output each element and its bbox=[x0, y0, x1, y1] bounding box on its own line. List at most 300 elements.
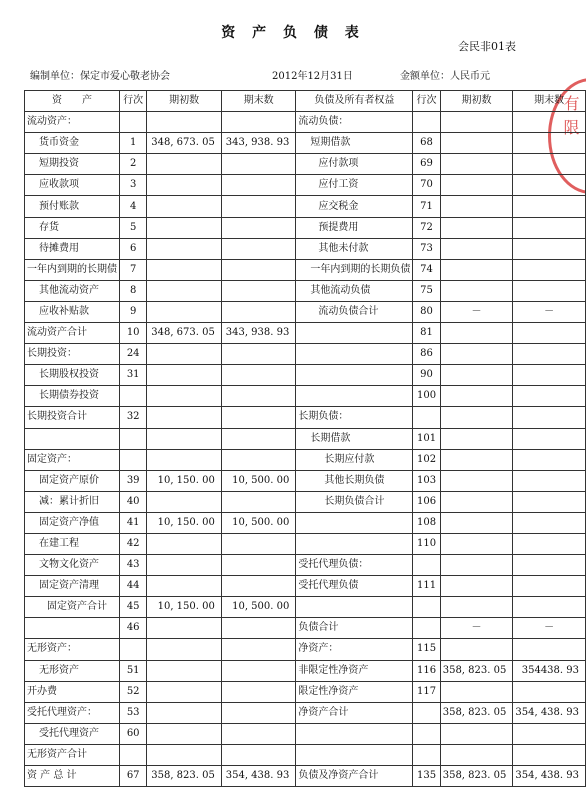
table-cell bbox=[440, 154, 513, 175]
table-cell bbox=[440, 723, 513, 744]
table-cell: 60 bbox=[120, 723, 147, 744]
table-cell bbox=[413, 618, 440, 639]
table-cell: 预付账款 bbox=[25, 196, 120, 217]
table-cell: 无形资产： bbox=[25, 639, 120, 660]
table-cell bbox=[513, 449, 586, 470]
table-cell bbox=[147, 238, 222, 259]
table-cell bbox=[513, 555, 586, 576]
table-cell bbox=[120, 639, 147, 660]
table-cell: 短期借款 bbox=[296, 133, 413, 154]
table-cell bbox=[440, 681, 513, 702]
table-cell: 长期投资： bbox=[25, 344, 120, 365]
table-cell bbox=[440, 280, 513, 301]
table-cell bbox=[440, 323, 513, 344]
table-cell bbox=[440, 217, 513, 238]
table-cell: 42 bbox=[120, 533, 147, 554]
table-row bbox=[25, 154, 586, 175]
table-cell: 减：累计折旧 bbox=[25, 491, 120, 512]
table-cell: 40 bbox=[120, 491, 147, 512]
table-row bbox=[25, 280, 586, 301]
table-cell bbox=[221, 407, 296, 428]
table-row bbox=[25, 133, 586, 154]
table-cell bbox=[513, 470, 586, 491]
table-row bbox=[25, 618, 586, 639]
table-cell bbox=[513, 407, 586, 428]
table-cell bbox=[513, 386, 586, 407]
table-cell bbox=[147, 576, 222, 597]
table-cell bbox=[221, 365, 296, 386]
table-row bbox=[25, 597, 586, 618]
table-cell bbox=[147, 428, 222, 449]
table-cell bbox=[513, 154, 586, 175]
table-cell: 106 bbox=[413, 491, 440, 512]
table-cell: 流动资产： bbox=[25, 112, 120, 133]
table-cell: 44 bbox=[120, 576, 147, 597]
table-cell bbox=[147, 744, 222, 765]
table-cell: 7 bbox=[120, 259, 147, 280]
table-cell: 73 bbox=[413, 238, 440, 259]
table-cell: 135 bbox=[413, 766, 440, 787]
table-cell: 3 bbox=[120, 175, 147, 196]
table-cell bbox=[440, 175, 513, 196]
table-cell bbox=[221, 301, 296, 322]
table-cell: － bbox=[513, 301, 586, 322]
table-cell: 应付工资 bbox=[296, 175, 413, 196]
table-cell bbox=[440, 744, 513, 765]
table-cell bbox=[221, 533, 296, 554]
table-cell bbox=[147, 112, 222, 133]
table-cell: 6 bbox=[120, 238, 147, 259]
table-cell bbox=[440, 512, 513, 533]
table-cell bbox=[440, 238, 513, 259]
table-cell: 103 bbox=[413, 470, 440, 491]
table-cell: 10, 500. 00 bbox=[221, 512, 296, 533]
table-cell bbox=[413, 407, 440, 428]
table-cell bbox=[147, 344, 222, 365]
table-cell bbox=[221, 723, 296, 744]
table-cell: 固定资产： bbox=[25, 449, 120, 470]
table-cell: 应收补贴款 bbox=[25, 301, 120, 322]
table-row bbox=[25, 259, 586, 280]
table-cell bbox=[440, 407, 513, 428]
table-row bbox=[25, 702, 586, 723]
table-cell: 46 bbox=[120, 618, 147, 639]
table-cell: 111 bbox=[413, 576, 440, 597]
table-cell: 货币资金 bbox=[25, 133, 120, 154]
table-cell: 长期投资合计 bbox=[25, 407, 120, 428]
table-cell: 116 bbox=[413, 660, 440, 681]
table-cell bbox=[296, 744, 413, 765]
table-cell: 117 bbox=[413, 681, 440, 702]
table-cell: 净资产合计 bbox=[296, 702, 413, 723]
table-cell bbox=[296, 344, 413, 365]
table-cell: 5 bbox=[120, 217, 147, 238]
table-cell: 358, 823. 05 bbox=[440, 660, 513, 681]
table-cell bbox=[25, 618, 120, 639]
table-cell: 70 bbox=[413, 175, 440, 196]
table-cell: 流动负债合计 bbox=[296, 301, 413, 322]
table-cell: 72 bbox=[413, 217, 440, 238]
table-cell bbox=[221, 744, 296, 765]
table-row bbox=[25, 744, 586, 765]
table-cell bbox=[440, 597, 513, 618]
table-cell: 应收款项 bbox=[25, 175, 120, 196]
table-cell: 86 bbox=[413, 344, 440, 365]
table-cell: 受托代理资产： bbox=[25, 702, 120, 723]
table-cell bbox=[221, 428, 296, 449]
table-row bbox=[25, 681, 586, 702]
table-cell bbox=[221, 344, 296, 365]
table-cell bbox=[120, 386, 147, 407]
table-cell bbox=[120, 428, 147, 449]
table-cell: 75 bbox=[413, 280, 440, 301]
table-cell: 长期负债合计 bbox=[296, 491, 413, 512]
table-row bbox=[25, 301, 586, 322]
table-cell bbox=[513, 344, 586, 365]
table-row bbox=[25, 175, 586, 196]
table-cell: 固定资产清理 bbox=[25, 576, 120, 597]
table-row bbox=[25, 344, 586, 365]
table-cell bbox=[513, 323, 586, 344]
table-cell: 68 bbox=[413, 133, 440, 154]
table-cell bbox=[120, 449, 147, 470]
table-cell: 在建工程 bbox=[25, 533, 120, 554]
table-cell: 24 bbox=[120, 344, 147, 365]
table-cell bbox=[440, 533, 513, 554]
table-cell bbox=[147, 280, 222, 301]
table-cell bbox=[440, 344, 513, 365]
table-cell bbox=[296, 386, 413, 407]
table-cell: 354, 438. 93 bbox=[221, 766, 296, 787]
table-cell bbox=[296, 597, 413, 618]
table-cell bbox=[147, 301, 222, 322]
table-cell bbox=[120, 744, 147, 765]
table-cell: 348, 673. 05 bbox=[147, 133, 222, 154]
table-cell bbox=[413, 702, 440, 723]
table-cell bbox=[413, 744, 440, 765]
table-cell: 71 bbox=[413, 196, 440, 217]
table-cell: － bbox=[513, 618, 586, 639]
table-cell: 受托代理负债 bbox=[296, 576, 413, 597]
table-cell: 102 bbox=[413, 449, 440, 470]
table-cell bbox=[513, 744, 586, 765]
table-cell bbox=[147, 639, 222, 660]
table-row bbox=[25, 323, 586, 344]
table-row bbox=[25, 407, 586, 428]
table-cell: － bbox=[440, 618, 513, 639]
table-cell: 非限定性净资产 bbox=[296, 660, 413, 681]
table-cell: 80 bbox=[413, 301, 440, 322]
table-cell: 343, 938. 93 bbox=[221, 323, 296, 344]
table-cell bbox=[440, 386, 513, 407]
table-cell bbox=[296, 323, 413, 344]
table-cell bbox=[221, 660, 296, 681]
table-row bbox=[25, 428, 586, 449]
table-cell bbox=[221, 154, 296, 175]
table-cell: 流动资产合计 bbox=[25, 323, 120, 344]
table-cell: 115 bbox=[413, 639, 440, 660]
table-cell bbox=[440, 133, 513, 154]
header-cell: 期末数 bbox=[513, 91, 586, 112]
table-cell bbox=[513, 112, 586, 133]
table-row bbox=[25, 723, 586, 744]
table-cell: 354438. 93 bbox=[513, 660, 586, 681]
table-cell: 90 bbox=[413, 365, 440, 386]
table-cell bbox=[440, 470, 513, 491]
table-cell: 101 bbox=[413, 428, 440, 449]
table-row bbox=[25, 238, 586, 259]
header-cell: 行次 bbox=[413, 91, 440, 112]
table-cell: 39 bbox=[120, 470, 147, 491]
form-number: 会民非01表 bbox=[458, 40, 516, 53]
table-cell: 10, 150. 00 bbox=[147, 470, 222, 491]
table-cell: 受托代理资产 bbox=[25, 723, 120, 744]
table-cell: 固定资产合计 bbox=[25, 597, 120, 618]
table-cell: 无形资产合计 bbox=[25, 744, 120, 765]
table-row bbox=[25, 576, 586, 597]
header-row bbox=[25, 91, 586, 112]
org-label: 编制单位：保定市爱心敬老协会 bbox=[30, 71, 170, 82]
table-cell bbox=[440, 449, 513, 470]
table-cell bbox=[147, 386, 222, 407]
table-cell: 短期投资 bbox=[25, 154, 120, 175]
table-cell bbox=[513, 491, 586, 512]
table-cell: 一年内到期的长期债 bbox=[25, 259, 120, 280]
table-cell bbox=[221, 386, 296, 407]
report-date: 2012年12月31日 bbox=[272, 71, 353, 82]
table-cell bbox=[296, 365, 413, 386]
table-cell bbox=[221, 555, 296, 576]
table-cell bbox=[147, 217, 222, 238]
table-cell: 10, 150. 00 bbox=[147, 597, 222, 618]
table-cell bbox=[221, 280, 296, 301]
table-cell bbox=[513, 681, 586, 702]
table-cell: 74 bbox=[413, 259, 440, 280]
table-cell bbox=[513, 639, 586, 660]
table-cell bbox=[221, 618, 296, 639]
table-cell bbox=[147, 533, 222, 554]
table-cell: 限定性净资产 bbox=[296, 681, 413, 702]
table-cell: 348, 673. 05 bbox=[147, 323, 222, 344]
table-cell: 69 bbox=[413, 154, 440, 175]
table-cell: 长期股权投资 bbox=[25, 365, 120, 386]
table-row bbox=[25, 660, 586, 681]
table-cell bbox=[413, 723, 440, 744]
table-cell bbox=[147, 407, 222, 428]
table-cell: 固定资产净值 bbox=[25, 512, 120, 533]
table-cell: 354, 438. 93 bbox=[513, 766, 586, 787]
table-cell bbox=[513, 280, 586, 301]
table-cell: 开办费 bbox=[25, 681, 120, 702]
table-cell bbox=[147, 449, 222, 470]
table-cell bbox=[147, 365, 222, 386]
table-row bbox=[25, 470, 586, 491]
table-cell bbox=[221, 196, 296, 217]
table-cell: 1 bbox=[120, 133, 147, 154]
header-cell: 期初数 bbox=[147, 91, 222, 112]
table-cell bbox=[440, 639, 513, 660]
table-cell bbox=[221, 576, 296, 597]
table-cell: 358, 823. 05 bbox=[440, 702, 513, 723]
table-cell bbox=[513, 723, 586, 744]
table-cell bbox=[221, 112, 296, 133]
table-row bbox=[25, 386, 586, 407]
table-cell bbox=[513, 428, 586, 449]
table-cell: 358, 823. 05 bbox=[147, 766, 222, 787]
table-cell bbox=[147, 702, 222, 723]
table-cell bbox=[513, 217, 586, 238]
table-cell: 51 bbox=[120, 660, 147, 681]
table-cell bbox=[513, 533, 586, 554]
table-cell: 长期债券投资 bbox=[25, 386, 120, 407]
header-cell: 行次 bbox=[120, 91, 147, 112]
table-row bbox=[25, 533, 586, 554]
table-cell bbox=[221, 639, 296, 660]
table-cell bbox=[147, 618, 222, 639]
table-cell bbox=[440, 428, 513, 449]
table-cell: 2 bbox=[120, 154, 147, 175]
table-cell bbox=[440, 112, 513, 133]
table-cell bbox=[221, 449, 296, 470]
table-cell bbox=[147, 259, 222, 280]
table-cell bbox=[147, 175, 222, 196]
table-cell bbox=[296, 723, 413, 744]
table-cell bbox=[147, 660, 222, 681]
table-row bbox=[25, 217, 586, 238]
table-cell: 应交税金 bbox=[296, 196, 413, 217]
table-cell: 其他未付款 bbox=[296, 238, 413, 259]
table-cell: 无形资产 bbox=[25, 660, 120, 681]
table-cell: 43 bbox=[120, 555, 147, 576]
table-cell: 净资产： bbox=[296, 639, 413, 660]
table-cell: 31 bbox=[120, 365, 147, 386]
table-cell bbox=[513, 175, 586, 196]
table-row bbox=[25, 196, 586, 217]
table-cell: 81 bbox=[413, 323, 440, 344]
table-cell: 4 bbox=[120, 196, 147, 217]
table-cell: 108 bbox=[413, 512, 440, 533]
table-cell: 343, 938. 93 bbox=[221, 133, 296, 154]
table-cell: 负债及净资产合计 bbox=[296, 766, 413, 787]
table-row bbox=[25, 512, 586, 533]
seal-text: 有限 bbox=[561, 95, 580, 143]
table-cell bbox=[413, 112, 440, 133]
table-cell: 预提费用 bbox=[296, 217, 413, 238]
table-cell bbox=[296, 512, 413, 533]
table-cell: 固定资产原价 bbox=[25, 470, 120, 491]
table-cell bbox=[513, 576, 586, 597]
table-cell bbox=[440, 365, 513, 386]
table-cell: 53 bbox=[120, 702, 147, 723]
table-cell bbox=[513, 512, 586, 533]
table-row bbox=[25, 491, 586, 512]
table-cell: 110 bbox=[413, 533, 440, 554]
table-cell: 其他流动资产 bbox=[25, 280, 120, 301]
table-cell bbox=[147, 723, 222, 744]
currency-unit: 金额单位：人民币元 bbox=[400, 71, 490, 82]
table-cell: 资 产 总 计 bbox=[25, 766, 120, 787]
table-cell bbox=[513, 597, 586, 618]
table-cell: 358, 823. 05 bbox=[440, 766, 513, 787]
table-row bbox=[25, 365, 586, 386]
table-cell bbox=[147, 154, 222, 175]
table-cell: 10, 500. 00 bbox=[221, 597, 296, 618]
table-cell bbox=[513, 133, 586, 154]
table-cell: 354, 438. 93 bbox=[513, 702, 586, 723]
table-cell bbox=[221, 259, 296, 280]
table-cell: 受托代理负债： bbox=[296, 555, 413, 576]
table-cell bbox=[147, 491, 222, 512]
table-cell: 应付款项 bbox=[296, 154, 413, 175]
table-cell bbox=[120, 112, 147, 133]
table-cell bbox=[440, 196, 513, 217]
table-cell: 一年内到期的长期负债 bbox=[296, 259, 413, 280]
table-cell bbox=[440, 555, 513, 576]
header-cell: 期末数 bbox=[221, 91, 296, 112]
table-cell: 其他长期负债 bbox=[296, 470, 413, 491]
table-cell: 流动负债： bbox=[296, 112, 413, 133]
page-title: 资 产 负 债 表 bbox=[221, 25, 365, 41]
table-cell: 9 bbox=[120, 301, 147, 322]
table-cell: 8 bbox=[120, 280, 147, 301]
table-cell bbox=[440, 491, 513, 512]
table-cell bbox=[413, 597, 440, 618]
header-cell: 期初数 bbox=[440, 91, 513, 112]
table-cell: 文物文化资产 bbox=[25, 555, 120, 576]
table-cell bbox=[440, 259, 513, 280]
table-cell: 67 bbox=[120, 766, 147, 787]
table-row bbox=[25, 449, 586, 470]
table-cell bbox=[221, 702, 296, 723]
table-cell bbox=[440, 576, 513, 597]
table-cell: － bbox=[440, 301, 513, 322]
table-row bbox=[25, 555, 586, 576]
balance-sheet-table bbox=[24, 90, 586, 787]
table-cell bbox=[147, 555, 222, 576]
header-cell: 资 产 bbox=[25, 91, 120, 112]
table-cell: 100 bbox=[413, 386, 440, 407]
table-cell: 52 bbox=[120, 681, 147, 702]
table-cell bbox=[221, 217, 296, 238]
table-cell bbox=[147, 681, 222, 702]
table-cell bbox=[25, 428, 120, 449]
table-cell: 32 bbox=[120, 407, 147, 428]
table-cell bbox=[513, 259, 586, 280]
table-cell: 41 bbox=[120, 512, 147, 533]
table-cell bbox=[147, 196, 222, 217]
table-cell bbox=[221, 491, 296, 512]
table-cell: 长期应付款 bbox=[296, 449, 413, 470]
table-cell bbox=[221, 238, 296, 259]
table-cell: 其他流动负债 bbox=[296, 280, 413, 301]
table-cell: 10, 500. 00 bbox=[221, 470, 296, 491]
table-row bbox=[25, 112, 586, 133]
table-cell: 45 bbox=[120, 597, 147, 618]
table-cell: 10, 150. 00 bbox=[147, 512, 222, 533]
table-cell: 长期借款 bbox=[296, 428, 413, 449]
table-cell bbox=[413, 555, 440, 576]
table-cell bbox=[221, 175, 296, 196]
table-cell: 负债合计 bbox=[296, 618, 413, 639]
table-cell: 存货 bbox=[25, 217, 120, 238]
table-row bbox=[25, 639, 586, 660]
header-cell: 负债及所有者权益 bbox=[296, 91, 413, 112]
table-cell bbox=[513, 365, 586, 386]
table-row bbox=[25, 766, 586, 787]
table-cell bbox=[513, 196, 586, 217]
table-cell: 待摊费用 bbox=[25, 238, 120, 259]
table-cell bbox=[221, 681, 296, 702]
